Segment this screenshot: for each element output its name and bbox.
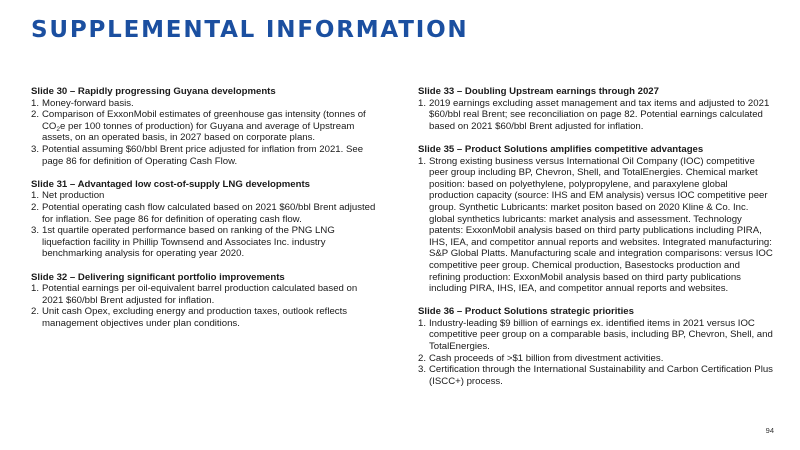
- footnote-list: [31, 283, 376, 329]
- item-text-post: e per 100 tonnes of production) for Guyana and average of Upstream assets, on an operated basis, in 2027 based on corporate plans.: [42, 120, 355, 144]
- section-heading: Slide 30 – Rapidly progressing Guyana developments: [31, 86, 276, 97]
- item-number: 2.: [31, 109, 40, 121]
- item-number: 1.: [418, 155, 427, 167]
- item-text: Strong existing business versus International Oil Company (IOC) competitive peer group including BP, Chevron, Shell, and TotalEnergies. Chemical market position: based on polyethylene, polypropylene, and paraxylene global production capacity (source: IHS and EM analysis) versus IOC competitive peer group. Synthetic Lubricants: market positon based on 2020 Kline & Co. Inc. global synthetics lubricants: market analysis and assessment. Technology patents: ExxonMobil analysis based on third party publications including PIRA, IHS, IEA, and competitor annual reports and websites. Integrated manufacturing: S&P Global Platts. Manufacturing scale and integration comparisons: versus IOC competitive peer group. Chemical production, Basestocks production and refining production: ExxonMobil analysis based on third party publications including PIRA, IHS, IEA, and competitor annual reports and websites.: [429, 155, 773, 295]
- item-number: 2.: [31, 201, 40, 213]
- item-number: 3.: [31, 225, 40, 237]
- section-heading: Slide 32 – Delivering significant portfolio improvements: [31, 271, 285, 283]
- item-number: 2.: [31, 306, 40, 318]
- item-number: 2.: [418, 352, 427, 364]
- list-item: [31, 225, 376, 260]
- item-text: Net production: [42, 190, 105, 202]
- item-number: 1.: [418, 97, 427, 109]
- page-title: SUPPLEMENTAL INFORMATION: [31, 17, 469, 43]
- section-heading: Slide 33 – Doubling Upstream earnings through 2027: [418, 86, 659, 97]
- item-number: 1.: [418, 317, 427, 329]
- footnote-list: [418, 156, 773, 295]
- item-text: 2019 earnings excluding asset management and tax items and adjusted to 2021 $60/bbl real Brent; see reconciliation on page 82. Potential earnings calculated based on 2021 $60/bbl Brent adjusted for inflation.: [429, 97, 770, 132]
- item-text: Industry-leading $9 billion of earnings ex. identified items in 2021 versus IOC competitive peer group on a comparable basis, including BP, Chevron, Shell, and TotalEnergies.: [429, 317, 773, 353]
- item-number: 1.: [31, 190, 40, 202]
- left-column: [31, 86, 376, 341]
- section-slide-30: [31, 86, 376, 167]
- item-text: Money-forward basis.: [42, 97, 134, 109]
- item-text: 1st quartile operated performance based on ranking of the PNG LNG liquefaction facility in Phillip Townsend and Associates Inc. industry benchmarking analysis for operating year 2020.: [42, 225, 335, 260]
- section-heading: Slide 36 – Product Solutions strategic priorities: [418, 306, 634, 318]
- list-item: [418, 318, 773, 353]
- item-text-pre: Comparison of ExxonMobil estimates of greenhouse gas intensity (tonnes of CO: [42, 109, 366, 132]
- section-slide-33: [418, 86, 773, 132]
- section-heading: Slide 35 – Product Solutions amplifies competitive advantages: [418, 143, 704, 155]
- list-item: [418, 156, 773, 295]
- item-text: Potential earnings per oil-equivalent barrel production calculated based on 2021 $60/bbl Brent adjusted for inflation.: [42, 283, 358, 306]
- list-item: [31, 283, 376, 306]
- item-number: 1.: [31, 283, 40, 295]
- footnote-list: [418, 318, 773, 388]
- item-subscript: 2: [56, 125, 61, 133]
- list-item: [418, 98, 773, 133]
- item-text: Unit cash Opex, excluding energy and production taxes, outlook reflects management objectives under plan conditions.: [42, 306, 348, 329]
- list-item: [31, 202, 376, 225]
- section-slide-36: [418, 306, 773, 387]
- footnote-list: [418, 98, 773, 133]
- list-item: [31, 306, 376, 329]
- item-text: Cash proceeds of >$1 billion from divestment activities.: [429, 352, 664, 364]
- section-slide-31: [31, 179, 376, 260]
- item-text: Potential assuming $60/bbl Brent price adjusted for inflation from 2021. See page 86 for definition of Operating Cash Flow.: [42, 143, 364, 167]
- right-column: [418, 86, 773, 399]
- item-number: 1.: [31, 97, 40, 109]
- item-text: Certification through the International Sustainability and Carbon Certification Plus (ISCC+) process.: [429, 364, 773, 387]
- item-text: Potential operating cash flow calculated based on 2021 $60/bbl Brent adjusted for inflation. See page 86 for definition of operating cash flow.: [42, 201, 376, 225]
- section-heading: Slide 31 – Advantaged low cost-of-supply LNG developments: [31, 178, 310, 190]
- footnote-list: [31, 98, 376, 168]
- item-number: 3.: [31, 143, 40, 155]
- item-number: 3.: [418, 364, 427, 376]
- footnote-list: [31, 190, 376, 260]
- list-item: [418, 364, 773, 387]
- list-item: [418, 353, 773, 365]
- section-slide-32: [31, 272, 376, 330]
- list-item: [31, 109, 376, 144]
- list-item: [31, 190, 376, 202]
- page-number: 94: [765, 426, 774, 435]
- list-item: [31, 144, 376, 167]
- section-slide-35: [418, 144, 773, 295]
- list-item: [31, 98, 376, 110]
